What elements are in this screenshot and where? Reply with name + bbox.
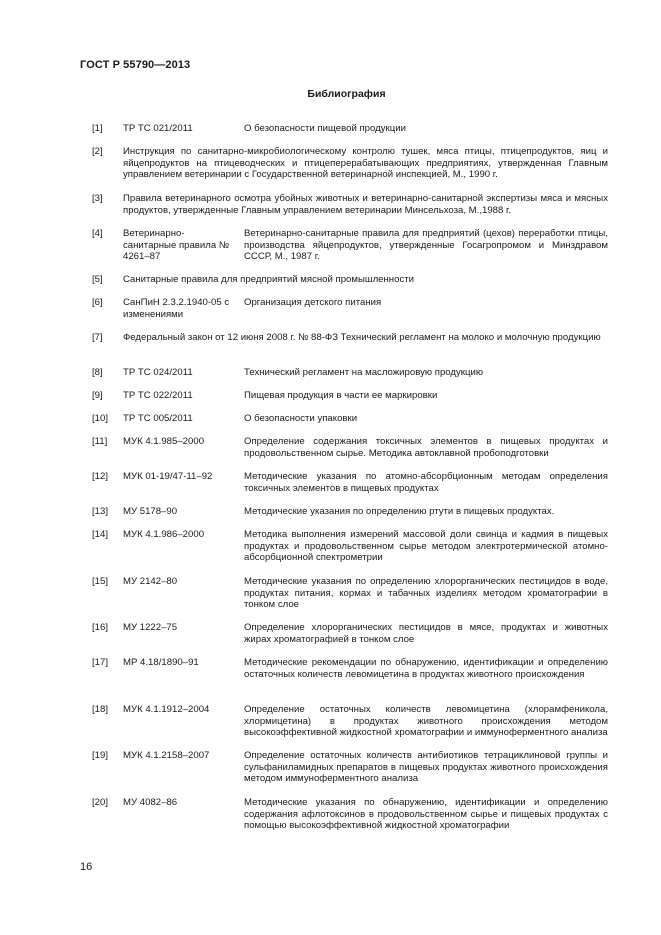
entry-text: Методические указания по определению хлорорганических пестицидов в воде, продуктах питания, кормах и табачных изделиях методом хроматографии в тонком слое	[244, 576, 608, 611]
entry-number: [10]	[92, 413, 109, 424]
entry-code: МУК 01-19/47-11–92	[123, 471, 213, 482]
entry-text: О безопасности пищевой продукции	[244, 123, 406, 134]
entry-code: ТР ТС 005/2011	[123, 413, 193, 424]
entry-code: МУК 4.1.985–2000	[123, 436, 205, 447]
entry-text: Ветеринарно-санитарные правила для предприятий (цехов) переработки птицы, производства яйцепродуктов, утвержденные Госагропромом и Минздравом СССР, М., 1987 г.	[244, 228, 608, 263]
entry-code: МУ 4082–86	[123, 797, 178, 808]
entry-number: [9]	[92, 390, 103, 401]
entry-number: [15]	[92, 576, 109, 587]
entry-number: [7]	[92, 332, 103, 343]
entry-number: [13]	[92, 506, 109, 517]
entry-number: [17]	[92, 657, 109, 668]
section-title: Библиография	[307, 88, 386, 100]
entry-code: МУК 4.1.2158–2007	[123, 750, 210, 761]
entry-code: МУ 2142–80	[123, 576, 178, 587]
entry-number: [3]	[92, 193, 103, 204]
entry-text: Пищевая продукция в части ее маркировки	[244, 390, 438, 401]
entry-text: Определение хлорорганических пестицидов в мясе, продуктах и животных жирах хроматографией в тонком слое	[244, 622, 608, 645]
entry-number: [19]	[92, 750, 109, 761]
entry-text: Федеральный закон от 12 июня 2008 г. № 88-ФЗ Технический регламент на молоко и молочную продукцию	[123, 332, 601, 343]
entry-number: [18]	[92, 704, 109, 715]
entry-code: МР 4.18/1890–91	[123, 657, 199, 668]
entry-text: Определение содержания токсичных элементов в пищевых продуктах и продовольственном сырье. Методика автоклавной пробоподготовки	[244, 436, 608, 459]
entry-number: [8]	[92, 367, 103, 378]
entry-code: СанПиН 2.3.2.1940-05 с изменениями	[123, 297, 230, 320]
entry-text: Организация детского питания	[244, 297, 382, 308]
entry-text: Методические рекомендации по обнаружению, идентификации и определению остаточных количеств левомицетина в продуктах животного происхождения	[244, 657, 608, 680]
entry-number: [6]	[92, 297, 103, 308]
entry-text: Методические указания по определению ртути в пищевых продуктах.	[244, 506, 555, 517]
entry-number: [12]	[92, 471, 109, 482]
entry-text: Инструкция по санитарно-микробиологическому контролю тушек, мяса птицы, птицепродуктов, яиц и яйцепродуктов на птицеводческих и птицеперерабатывающих предприятиях, утвержденная Главным управлением ветеринарии с Государственной ветеринарной инспекцией, М., 1990 г.	[123, 146, 608, 181]
entry-number: [16]	[92, 622, 109, 633]
entry-number: [4]	[92, 228, 103, 239]
entry-code: МУК 4.1.1912–2004	[123, 704, 210, 715]
entry-number: [11]	[92, 436, 108, 447]
entry-text: О безопасности упаковки	[244, 413, 358, 424]
document-code-header: ГОСТ Р 55790—2013	[80, 59, 191, 71]
entry-code: ТР ТС 021/2011	[123, 123, 193, 134]
entry-number: [2]	[92, 146, 103, 157]
entry-number: [1]	[92, 123, 103, 134]
entry-text: Определение остаточных количеств антибиотиков тетрациклиновой группы и сульфаниламидных препаратов в пищевых продуктах животного происхождения методом иммуноферментного анализа	[244, 750, 608, 785]
entry-code: ТР ТС 022/2011	[123, 390, 193, 401]
entry-number: [14]	[92, 529, 109, 540]
page-number: 16	[80, 861, 93, 873]
entry-code: ТР ТС 024/2011	[123, 367, 193, 378]
entry-code: МУ 5178–90	[123, 506, 178, 517]
entry-text: Санитарные правила для предприятий мясной промышленности	[123, 274, 414, 285]
entry-text: Правила ветеринарного осмотра убойных животных и ветеринарно-санитарной экспертизы мяса и мясных продуктов, утвержденные Главным управлением ветеринарии Минсельхоза, М.,1988 г.	[123, 193, 608, 216]
entry-text: Методика выполнения измерений массовой доли свинца и кадмия в пищевых продуктах и продовольственном сырье методом электротермической атомно-абсорбционной спектрометрии	[244, 529, 608, 564]
entry-number: [20]	[92, 797, 109, 808]
entry-code: МУ 1222–75	[123, 622, 178, 633]
entry-text: Методические указания по атомно-абсорбционным методам определения токсичных элементов в пищевых продуктах	[244, 471, 608, 494]
entry-text: Определение остаточных количеств левомицетина (хлорамфеникола, хлормицетина) в продуктах животного происхождения методом высокоэффективной жидкостной хроматографии и иммуноферментного анализа	[244, 704, 608, 739]
entry-code: МУК 4.1.986–2000	[123, 529, 205, 540]
entry-number: [5]	[92, 274, 103, 285]
entry-code: Ветеринарно-санитарные правила № 4261–87	[123, 228, 230, 263]
entry-text: Методические указания по обнаружению, идентификации и определению содержания афлотоксинов в продовольственном сырье и пищевых продуктах с помощью высокоэффективной жидкостной хроматографии	[244, 797, 608, 832]
entry-text: Технический регламент на масложировую продукцию	[244, 367, 484, 378]
